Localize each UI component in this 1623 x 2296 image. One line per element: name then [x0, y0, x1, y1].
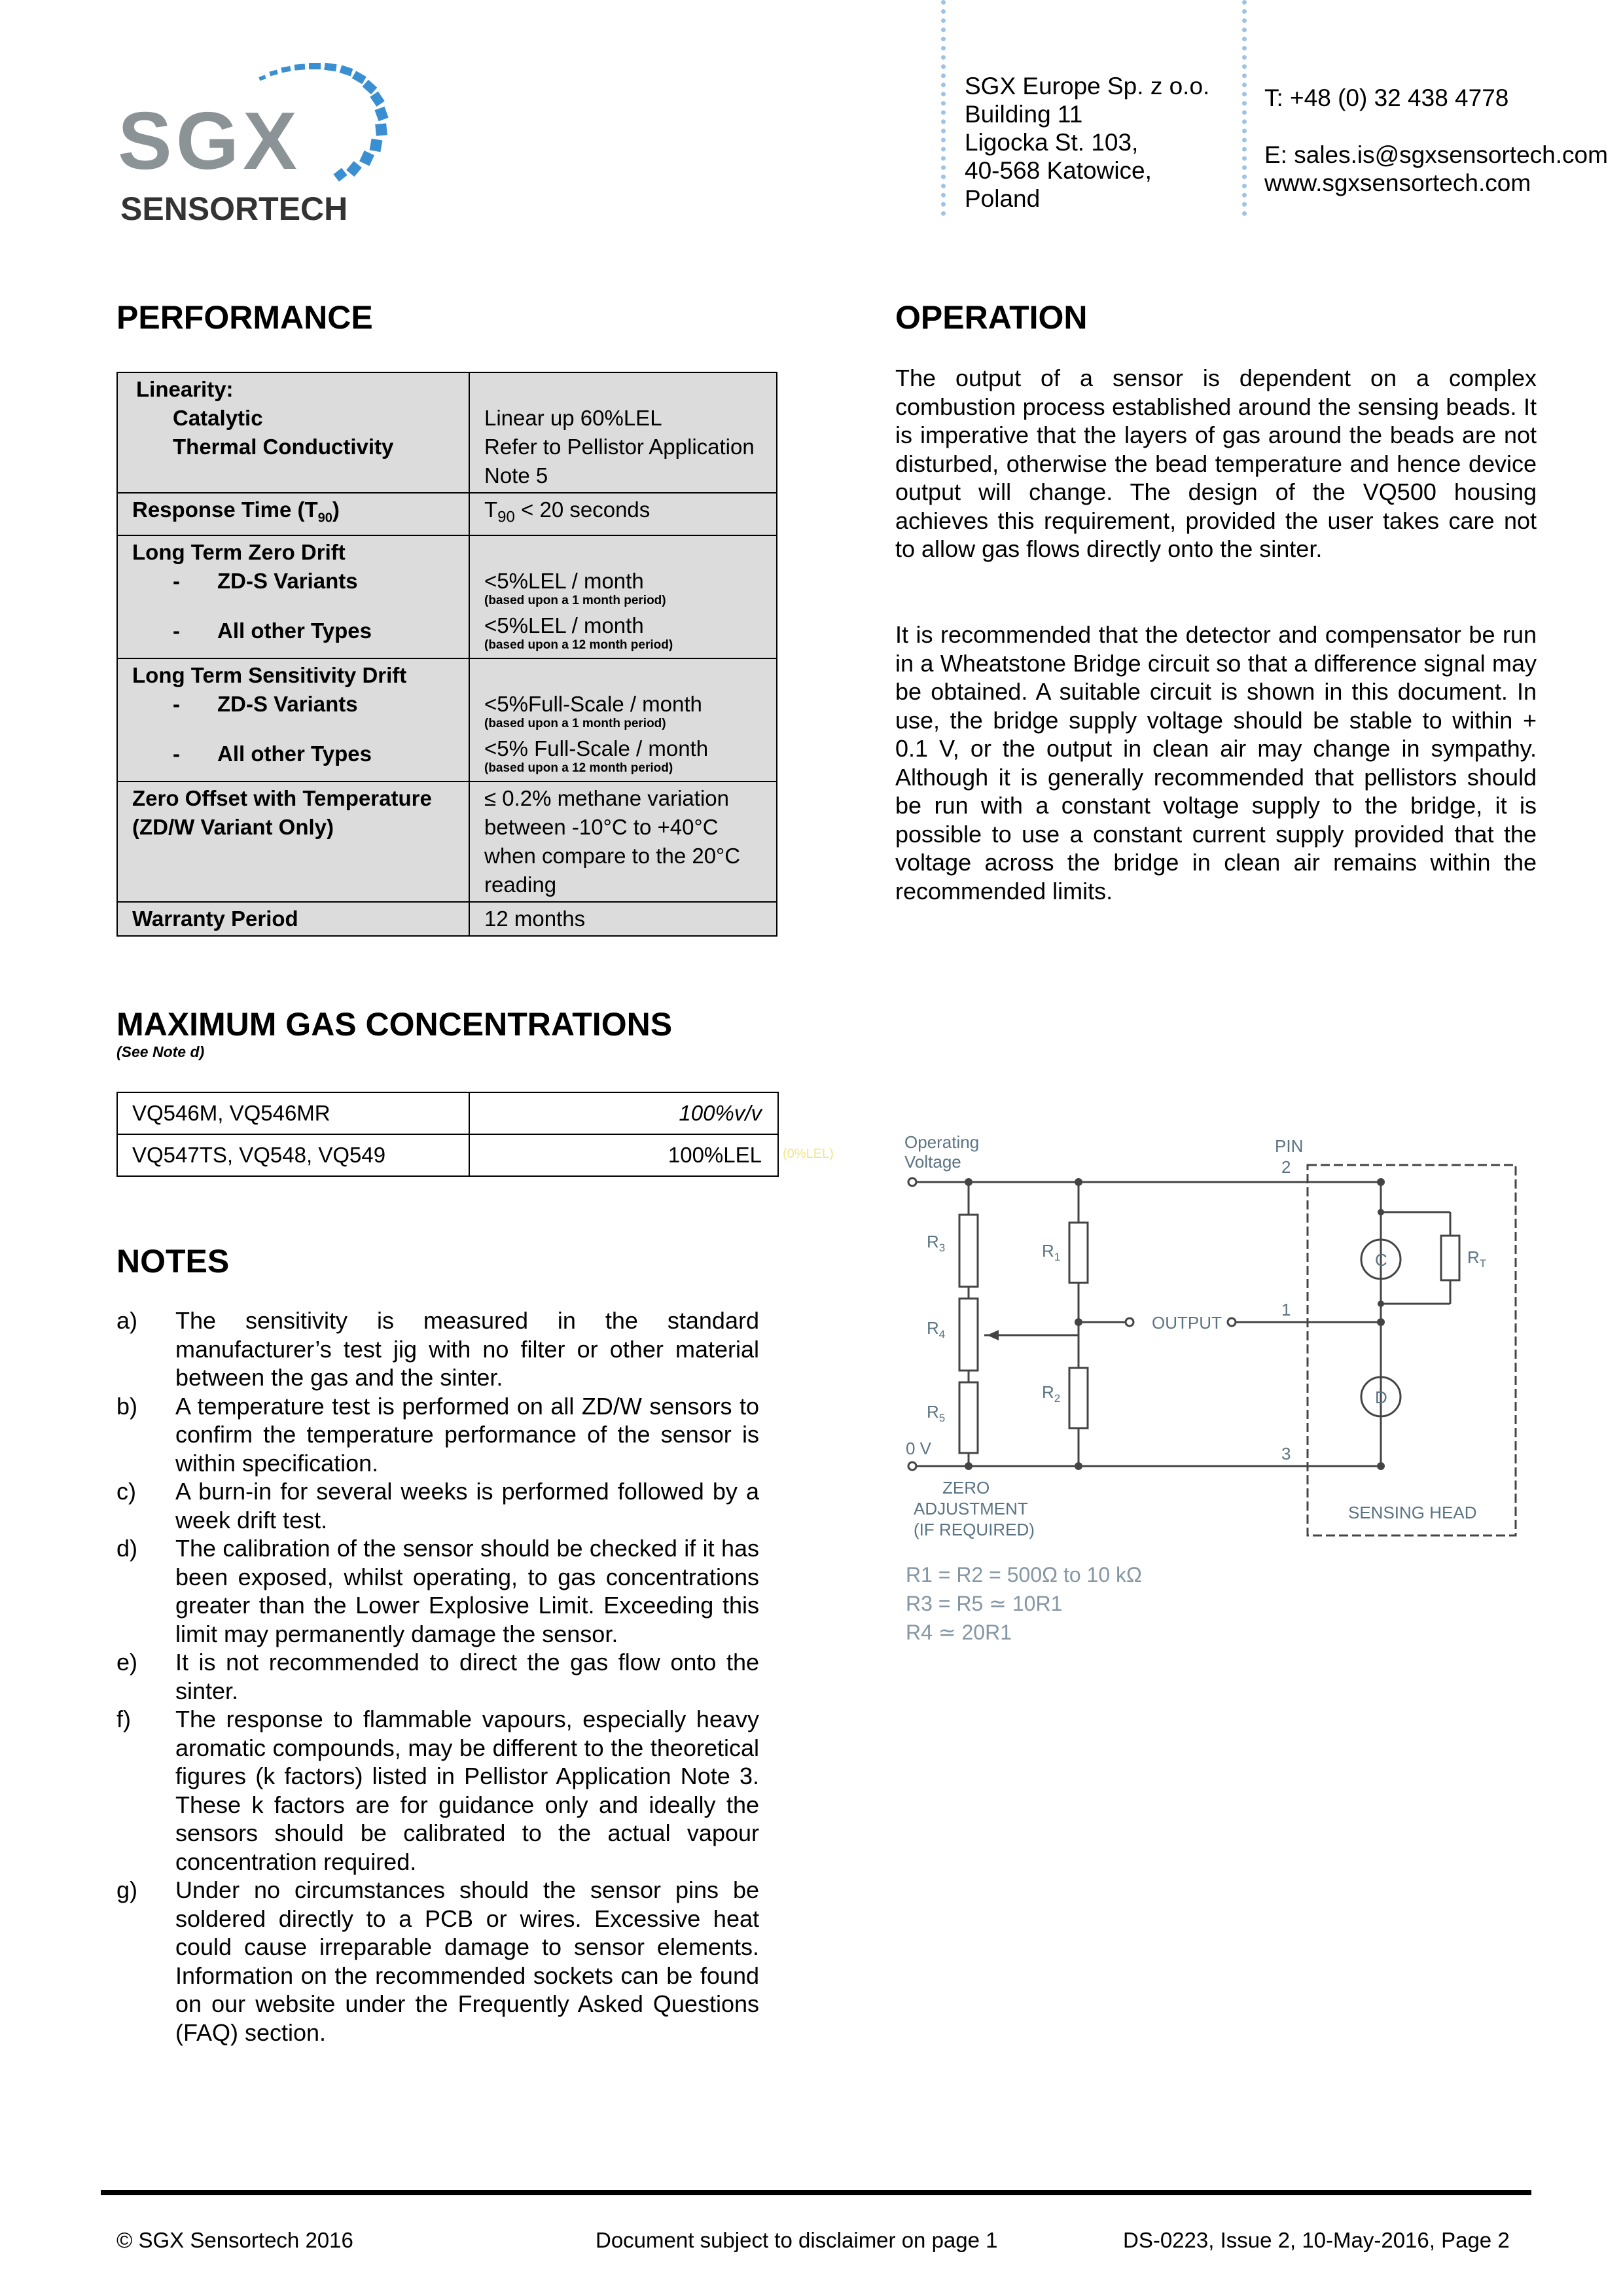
zero-volt-label: 0 V — [906, 1439, 932, 1458]
formula-line: R3 = R5 ≃ 10R1 — [906, 1592, 1063, 1615]
resistor-r2 — [1069, 1368, 1088, 1428]
linearity-value-cell — [469, 372, 777, 493]
contact-info — [1264, 84, 1608, 197]
table-row — [117, 781, 777, 902]
list-item: e) It is not recommended to direct the gas flow onto the sinter. — [116, 1649, 759, 1704]
gas-models: VQ546M, VQ546MR — [117, 1092, 469, 1134]
sens-drift-label: Long Term Sensitivity Drift — [132, 662, 407, 687]
performance-table — [116, 372, 777, 937]
list-item: f) The response to flammable vapours, especially heavy aromatic compounds, may be different to the theoretical figures (k factors) listed in Pellistor Application Note 3. These k factors are for guidance only and ideally the sensors should be calibrated to the actual vapour concentration required. — [116, 1706, 759, 1875]
logo-text: SGX — [118, 96, 301, 187]
zero-adjustment-label: ADJUSTMENT — [914, 1499, 1028, 1518]
operation-paragraph: The output of a sensor is dependent on a complex combustion process established around the sensing beads. It is imperative that the layers of gas around the beads are not disturbed, otherwise the bead temperature and hence device output will change. The design of the VQ500 housing achieves this requirement, provided the user takes care not to allow gas flows directly onto the sinter. — [895, 365, 1537, 562]
operation-paragraph: It is recommended that the detector and compensator be run in a Wheatstone Bridge circuit so that a difference signal may be obtained. A suitable circuit is shown in this document. In use, the bridge supply voltage should be stable to within + 0.1 V, or the output in clean air may change in sympathy. Although it is generally recommended that pellistors should be run with a constant voltage supply to the bridge, it is possible to use a constant current supply provided that the voltage across the bridge in clean air remains within the recommended limits. — [895, 621, 1537, 905]
footer-rule — [101, 2190, 1531, 2195]
header-divider-right — [1242, 0, 1247, 216]
faint-overlay-text: (0%LEL) — [783, 1147, 834, 1161]
warranty-label: Warranty Period — [117, 902, 469, 936]
r1-label: $R_1$ — [1042, 1241, 1061, 1263]
address-line: Poland — [965, 185, 1041, 212]
r3-label: $R_3$ — [927, 1232, 946, 1254]
zds-value: <5%LEL / month — [484, 568, 644, 593]
other-types-label: All other Types — [217, 618, 372, 643]
zero-adjustment-label: (IF REQUIRED) — [914, 1520, 1035, 1539]
formula-line: R4 ≃ 20R1 — [906, 1621, 1012, 1644]
response-time-value: $T_{90} < 20$ seconds — [469, 493, 777, 535]
table-row — [117, 1092, 778, 1134]
operating-voltage-label: Operating — [904, 1132, 980, 1152]
email-address[interactable]: E: sales.is@sgxsensortech.com — [1264, 141, 1608, 168]
table-row — [117, 372, 777, 493]
zds-period-note: (based upon a 1 month period) — [484, 593, 666, 607]
address-line: SGX Europe Sp. z o.o. — [965, 73, 1210, 99]
detector-label: D — [1375, 1388, 1387, 1407]
catalytic-value: Linear up 60%LEL — [484, 406, 662, 430]
gas-max-value: 100%LEL — [469, 1134, 778, 1176]
output-label: OUTPUT — [1152, 1313, 1222, 1333]
zero-adjustment-label: ZERO — [942, 1478, 990, 1498]
address-line: Building 11 — [965, 101, 1083, 128]
resistor-r5 — [959, 1382, 978, 1453]
thermal-label: Thermal Conductivity — [173, 435, 394, 459]
website-link[interactable]: www.sgxsensortech.com — [1264, 170, 1531, 196]
r4-label: $R_4$ — [927, 1318, 946, 1340]
zds-period-note: (based upon a 1 month period) — [484, 716, 666, 730]
zero-offset-label: Zero Offset with Temperature — [132, 785, 432, 810]
catalytic-label: Catalytic — [173, 406, 263, 430]
gas-max-value: 100%v/v — [469, 1092, 778, 1134]
response-time-label: Response Time $(T_{90})$ — [117, 493, 469, 535]
table-row — [117, 535, 777, 658]
zds-label: ZD-S Variants — [217, 568, 358, 593]
zero-drift-label-cell: Long Term Zero Drift - ZD-S Variants - All other Types — [117, 535, 469, 658]
max-gas-table — [116, 1092, 779, 1177]
logo-graphic — [118, 52, 432, 236]
circuit-wires — [908, 1165, 1516, 1535]
gas-models: VQ547TS, VQ548, VQ549 — [117, 1134, 469, 1176]
linearity-label-cell — [117, 372, 469, 493]
zero-offset-label-cell — [117, 781, 469, 902]
table-row — [117, 658, 777, 781]
r5-label: $R_5$ — [927, 1402, 946, 1424]
wiper-arrow-icon — [987, 1330, 999, 1340]
operation-title: OPERATION — [895, 299, 1088, 336]
resistor-r1 — [1069, 1223, 1088, 1283]
notes-list — [116, 1306, 759, 2047]
table-row — [117, 902, 777, 936]
max-gas-title: MAXIMUM GAS CONCENTRATIONS — [116, 1006, 673, 1043]
address-line: Ligocka St. 103, — [965, 129, 1139, 156]
resistor-formulas — [906, 1560, 1142, 1647]
company-address — [965, 72, 1209, 213]
warranty-value: 12 months — [469, 902, 777, 936]
footer-disclaimer: Document subject to disclaimer on page 1 — [596, 2228, 998, 2252]
other-period-note: (based upon a 12 month period) — [484, 761, 673, 775]
list-item: b) A temperature test is performed on all ZD/W sensors to confirm the temperature performance of the sensor is within specification. — [116, 1392, 759, 1477]
zds-label: ZD-S Variants — [217, 691, 358, 716]
resistor-r3 — [959, 1215, 978, 1287]
see-note: (See Note d) — [116, 1043, 205, 1060]
zds-value: <5%Full-Scale / month — [484, 691, 702, 716]
other-types-value: <5% Full-Scale / month — [484, 736, 709, 761]
resistor-rt — [1441, 1236, 1459, 1280]
zero-drift-label: Long Term Zero Drift — [132, 539, 346, 564]
rt-label: $R_T$ — [1467, 1247, 1487, 1270]
list-item: a) The sensitivity is measured in the standard manufacturer’s test jig with no filter or other material between the gas and the sinter. — [116, 1307, 759, 1391]
sens-drift-value-cell — [469, 658, 777, 781]
footer-doc-ref: DS-0223, Issue 2, 10-May-2016, Page 2 — [1123, 2228, 1510, 2252]
sensing-head-label: SENSING HEAD — [1348, 1503, 1477, 1522]
zero-offset-value: ≤ 0.2% methane variation between -10°C to +40°C when compare to the 20°C reading — [469, 781, 777, 902]
header-divider-left — [941, 0, 946, 216]
list-item: g) Under no circumstances should the sensor pins be soldered directly to a PCB or wires. Excessive heat could cause irreparable damage to sensor elements. Information on the recommended sockets can be found on our website under the Frequently Asked Questions (FAQ) section. — [116, 1876, 759, 2046]
formula-line: R1 = R2 = 500Ω to 10 kΩ — [906, 1563, 1142, 1587]
phone-number: T: +48 (0) 32 438 4778 — [1264, 84, 1509, 111]
r2-label: $R_2$ — [1042, 1382, 1061, 1405]
pin-label: PIN — [1275, 1136, 1304, 1156]
thermal-value: Refer to Pellistor Application Note 5 — [484, 435, 755, 488]
performance-title: PERFORMANCE — [116, 299, 373, 336]
compensator-label: C — [1375, 1250, 1387, 1270]
other-types-value: <5%LEL / month — [484, 613, 644, 637]
sens-drift-label-cell: Long Term Sensitivity Drift - ZD-S Variants - All other Types — [117, 658, 469, 781]
list-item: d) The calibration of the sensor should be checked if it has been exposed, whilst operating, to gas concentrations greater than the Lower Explosive Limit. Exceeding this limit may permanently damage the sensor. — [116, 1535, 759, 1647]
company-logo — [118, 52, 432, 236]
notes-title: NOTES — [116, 1243, 230, 1280]
pin-1-label: 1 — [1281, 1300, 1291, 1319]
table-row — [117, 1134, 778, 1176]
linearity-label: Linearity: — [136, 377, 234, 401]
operating-voltage-label: Voltage — [904, 1152, 961, 1172]
table-row — [117, 493, 777, 535]
pin-2-label: 2 — [1281, 1157, 1291, 1177]
other-types-label: All other Types — [217, 741, 372, 766]
pin-3-label: 3 — [1281, 1444, 1291, 1463]
zero-offset-variant: (ZD/W Variant Only) — [132, 814, 334, 839]
resistor-r4 — [959, 1299, 978, 1371]
zero-drift-value-cell — [469, 535, 777, 658]
footer-copyright: © SGX Sensortech 2016 — [116, 2228, 353, 2252]
list-item: c) A burn-in for several weeks is performed followed by a week drift test. — [116, 1478, 759, 1534]
other-period-note: (based upon a 12 month period) — [484, 637, 673, 652]
address-line: 40-568 Katowice, — [965, 157, 1152, 184]
logo-subtext: SENSORTECH — [120, 190, 348, 227]
